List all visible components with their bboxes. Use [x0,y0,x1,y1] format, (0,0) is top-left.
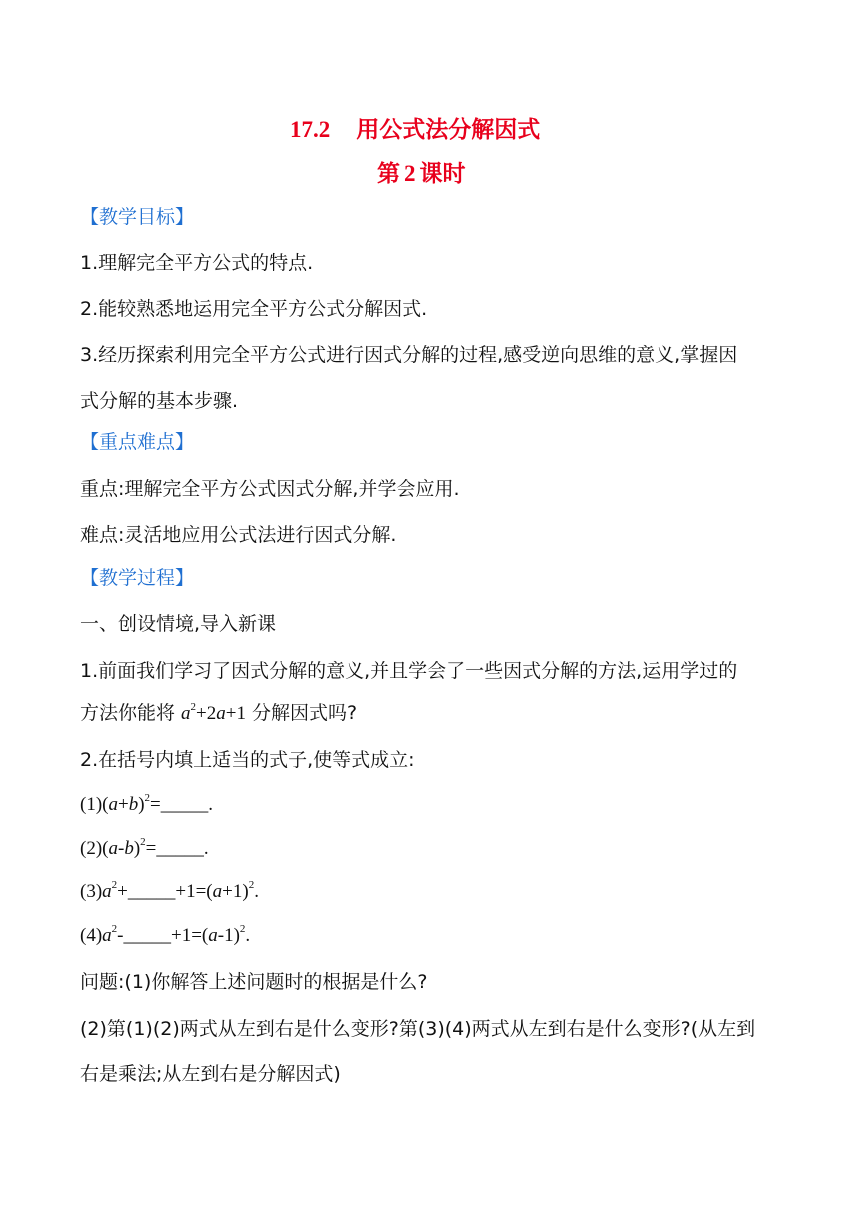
objective-item-3-line-2: 式分解的基本步骤. [80,390,239,412]
f3-var-a-2: a [212,881,223,902]
lesson-number: 2 [404,161,416,186]
q1-expr-mid: +2 [196,703,217,724]
lesson-prefix: 第 [377,161,400,187]
f3-exponent-2: 2 [248,878,255,891]
objectives-heading: 【教学目标】 [80,206,195,228]
formula-4 [80,924,250,948]
f2-var-a: a [108,838,118,859]
f2-pre: (2)( [80,838,109,859]
question-line-2: (2)第(1)(2)两式从左到右是什么变形?第(3)(4)两式从左到右是什么变形?(从左到 [80,1018,756,1040]
f2-op: - [117,838,125,859]
f4-var-a-2: a [208,925,218,946]
f1-exponent: 2 [144,791,151,804]
difficulty-point: 难点:灵活地应用公式法进行因式分解. [80,524,397,546]
question-line-1: 问题:(1)你解答上述问题时的根据是什么? [80,971,428,993]
f1-var-b: b [128,794,139,815]
q1-expr-end: +1 [225,703,246,724]
question-line-3: 右是乘法;从左到右是分解因式) [80,1063,341,1085]
section-number: 17.2 [290,117,331,142]
f1-pre: (1)( [80,794,109,815]
f4-close: -1) [217,925,240,946]
f2-post: =_____. [145,838,209,859]
f3-exponent-1: 2 [111,878,118,891]
f3-close: +1) [222,881,249,902]
question-1-line-1: 1.前面我们学习了因式分解的意义,并且学会了一些因式分解的方法,运用学过的 [80,660,738,682]
f1-op: + [117,794,129,815]
question-2-intro: 2.在括号内填上适当的式子,使等式成立: [80,749,415,771]
q1-text-b: 分解因式吗? [245,702,358,724]
f2-exponent: 2 [140,835,146,848]
f1-close: ) [138,794,145,815]
f4-exponent-1: 2 [111,922,118,935]
lesson-suffix: 课时 [419,161,466,187]
f4-var-a: a [102,925,112,946]
f3-post: . [254,881,259,902]
key-points-heading: 【重点难点】 [80,431,195,453]
f1-var-a: a [108,794,118,815]
section-title [290,116,540,144]
f3-pre: (3) [80,881,103,902]
objective-item-2: 2.能较熟悉地运用完全平方公式分解因式. [80,298,428,320]
lesson-title [377,160,466,188]
question-1-line-2 [80,701,357,726]
formula-1 [80,793,213,817]
f2-close: ) [133,838,141,859]
formula-3 [80,880,259,904]
formula-2 [80,837,209,861]
section-title-text: 用公式法分解因式 [356,117,541,143]
f2-var-b: b [124,838,134,859]
f4-mid: -_____+1=( [117,925,209,946]
q1-exponent: 2 [190,700,197,713]
objective-item-3-line-1: 3.经历探索利用完全平方公式进行因式分解的过程,感受逆向思维的意义,掌握因 [80,344,738,366]
objective-item-1: 1.理解完全平方公式的特点. [80,252,314,274]
q1-var-a: a [181,703,191,724]
f3-var-a: a [102,881,112,902]
part1-title: 一、创设情境,导入新课 [80,613,277,635]
f4-post: . [245,925,251,946]
q1-var-a-2: a [216,703,226,724]
f1-post: =_____. [150,794,213,815]
key-point: 重点:理解完全平方公式因式分解,并学会应用. [80,478,460,500]
process-heading: 【教学过程】 [80,567,195,589]
f4-pre: (4) [80,925,103,946]
f4-exponent-2: 2 [239,922,246,935]
q1-text-a: 方法你能将 [80,702,182,724]
f3-mid: +_____+1=( [117,881,213,902]
